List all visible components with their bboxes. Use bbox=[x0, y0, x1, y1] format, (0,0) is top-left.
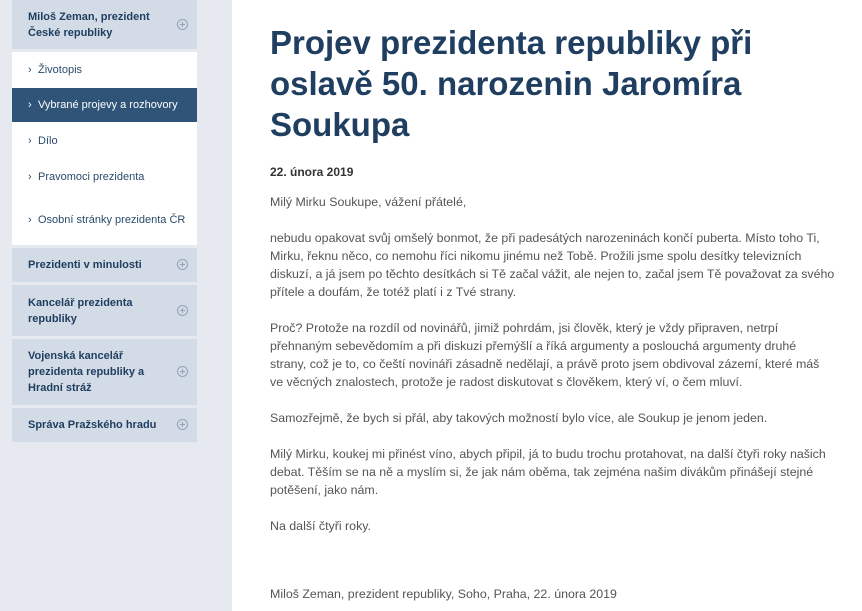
sidebar-item-label: Osobní stránky prezidenta ČR bbox=[38, 214, 186, 226]
sidebar-section-label: Správa Pražského hradu bbox=[28, 419, 157, 431]
expand-icon[interactable] bbox=[177, 259, 188, 270]
sidebar-section-prezidenti[interactable] bbox=[12, 248, 197, 282]
sidebar-nav bbox=[12, 0, 197, 445]
sidebar-item-label: Vybrané projevy a rozhovory bbox=[38, 99, 178, 111]
chevron-right-icon: › bbox=[28, 99, 32, 111]
article-signature: Miloš Zeman, prezident republiky, Soho, Praha, 22. února 2019 bbox=[270, 587, 617, 601]
article-paragraph: Milý Mirku Soukupe, vážení přátelé, bbox=[270, 195, 467, 209]
article-paragraph: Milý Mirku, koukej mi přinést víno, abych připil, já to budu trochu protahovat, na další čtyři roky našich debat. Těším se na ně a myslím si, že jak nám oběma, tak zejména našim divákům přinášejí stejné potěšení, jako nám. bbox=[270, 447, 826, 497]
sidebar-section-label: Kancelář prezidenta republiky bbox=[28, 296, 133, 325]
chevron-right-icon: › bbox=[28, 64, 32, 76]
page-title: Projev prezidenta republiky při oslavě 50. narozenin Jaromíra Soukupa bbox=[270, 24, 753, 143]
expand-icon[interactable] bbox=[177, 366, 188, 377]
expand-icon[interactable] bbox=[177, 305, 188, 316]
sidebar-item-label: Životopis bbox=[38, 64, 83, 76]
sidebar-item-dilo[interactable] bbox=[12, 122, 197, 159]
sidebar-section-label: Prezidenti v minulosti bbox=[28, 259, 142, 271]
sidebar-section-kancelar[interactable] bbox=[12, 285, 197, 336]
expand-icon[interactable] bbox=[177, 19, 188, 30]
chevron-right-icon: › bbox=[28, 134, 32, 147]
sidebar-item-osobni-stranky[interactable] bbox=[12, 195, 197, 245]
sidebar-item-label: Dílo bbox=[38, 134, 58, 147]
sidebar-section-milos-zeman[interactable] bbox=[12, 0, 197, 49]
chevron-right-icon: › bbox=[28, 214, 32, 226]
sidebar-section-vojenska-kancelar[interactable] bbox=[12, 339, 197, 405]
article-paragraph: nebudu opakovat svůj omšelý bonmot, že při padesátých narozeninách končí puberta. Místo toho Ti, Mirku, řeknu něco, co nemohu říci nikomu jinému než Tobě. Prožili jsme spolu desítky televizních diskuzí, a já jsem po těchto desítkách si Tě začal vážit, ale nejen to, začal jsem Tě považovat za svého přítele a doufám, že totéž platí i z Tvé strany. bbox=[270, 231, 835, 299]
sidebar-submenu bbox=[12, 52, 197, 245]
article-date: 22. února 2019 bbox=[270, 165, 354, 179]
article bbox=[270, 22, 835, 535]
sidebar-item-vybrane-projevy[interactable] bbox=[12, 88, 197, 122]
chevron-right-icon: › bbox=[28, 171, 32, 183]
sidebar bbox=[0, 0, 232, 611]
sidebar-section-sprava-hradu[interactable] bbox=[12, 408, 197, 442]
sidebar-item-zivotopis[interactable] bbox=[12, 52, 197, 88]
sidebar-item-pravomoci[interactable] bbox=[12, 159, 197, 195]
sidebar-section-label: Vojenská kancelář prezidenta republiky a Hradní stráž bbox=[28, 350, 145, 394]
sidebar-item-label: Pravomoci prezidenta bbox=[38, 171, 145, 183]
expand-icon[interactable] bbox=[177, 419, 188, 430]
article-paragraph: Samozřejmě, že bych si přál, aby takových možností bylo více, ale Soukup je jenom jeden. bbox=[270, 411, 768, 425]
article-paragraph: Proč? Protože na rozdíl od novinářů, jimiž pohrdám, jsi člověk, který je vždy připraven, netrpí přehnaným sebevědomím a při diskuzi přemýšlí a říká argumenty a poslouchá argumenty druhé strany, což je to, co čeští novináři zásadně nedělají, a právě proto jsem obdivoval zázemí, které máš ve věcných znalostech, protože je radost diskutovat s člověkem, který ví, o čem mluví. bbox=[270, 321, 820, 389]
article-paragraph: Na další čtyři roky. bbox=[270, 519, 371, 533]
sidebar-section-label: Miloš Zeman, prezident České republiky bbox=[28, 10, 150, 39]
